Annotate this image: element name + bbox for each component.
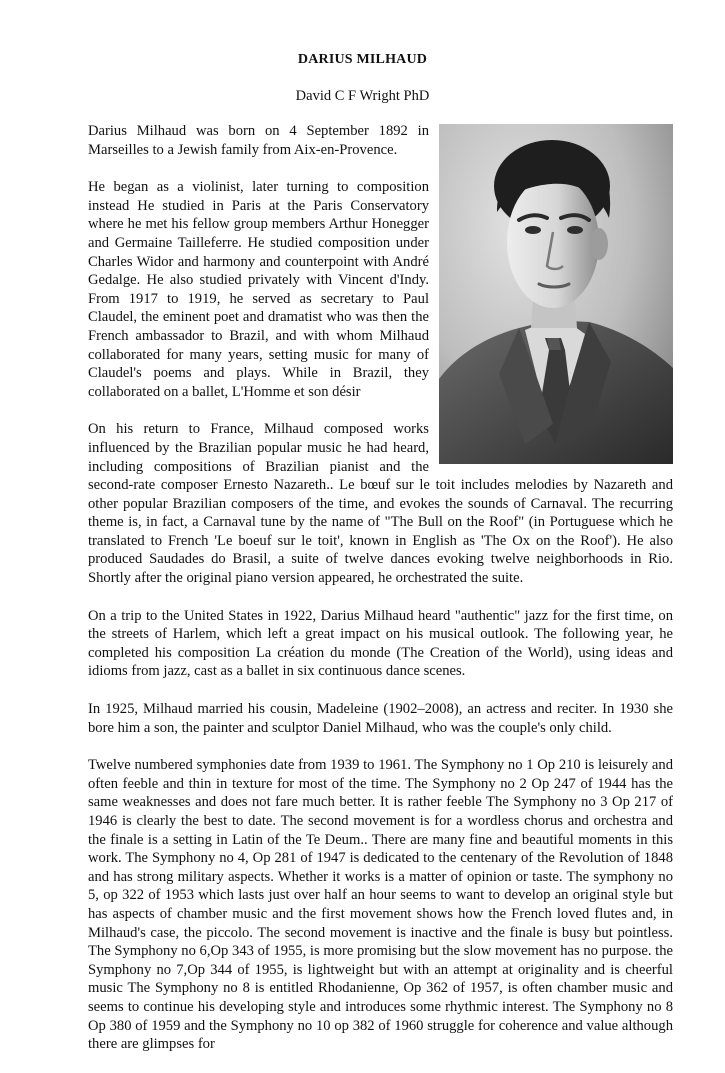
paragraph-marriage: In 1925, Milhaud married his cousin, Madeleine (1902–2008), an actress and reciter. In 1930 she bore him a son, the painter and sculptor Daniel Milhaud, who was the couple's only child.	[88, 701, 673, 736]
paragraph-studies: He began as a violinist, later turning to composition instead He studied in Paris at the Paris Conservatory where he met his fellow group members Arthur Honegger and Germaine Tailleferre. He studied composition under Charles Widor and harmony and counterpoint with André Gedalge. He also studied privately with Vincent d'Indy. From 1917 to 1919, he served as secretary to Paul Claudel, the eminent poet and dramatist who was then the French ambassador to Brazil, and with whom Milhaud collaborated for many years, setting music for many of Claudel's poems and plays. While in Brazil, they collaborated on a ballet, L'Homme et son désir	[88, 179, 429, 400]
paragraph-brazil: On his return to France, Milhaud composed works influenced by the Brazilian popular music he had heard, including compositions of Brazilian pianist and the second-rate composer Ernesto Nazareth.. Le bœuf sur le toit includes melodies by Nazareth and other popular Brazilian composers of the time, and evokes the sounds of Carnaval. The recurring theme is, in fact, a Carnaval tune by the name of "The Bull on the Roof" (in Portuguese which he translated to French 'Le boeuf sur le toit', known in English as 'The Ox on the Roof'). He also produced Saudades do Brasil, a suite of twelve dances evoking twelve neighborhoods in Rio. Shortly after the original piano version appeared, he orchestrated the suite.	[88, 421, 673, 587]
document-author: David C F Wright PhD	[295, 88, 430, 104]
paragraph-symphonies: Twelve numbered symphonies date from 1939 to 1961. The Symphony no 1 Op 210 is leisurely and often feeble and thin in texture for most of the time. The Symphony no 2 Op 247 of 1944 has the same weaknesses and does not fare much better. It is rather feeble The Symphony no 3 Op 217 of 1946 is clearly the best to date. The second movement is for a wordless chorus and orchestra and the finale is a setting in Latin of the Te Deum.. There are many fine and beautiful moments in this work. The Symphony no 4, Op 281 of 1947 is dedicated to the centenary of the Revolution of 1848 and has strong military aspects. Whether it works is a matter of opinion or taste. The symphony no 5, op 322 of 1953 which lasts just over half an hour seems to want to develop an original style but has aspects of chamber music and the first movement shows how the French loved flutes and, in Milhaud's case, the piccolo. The second movement is inactive and the finale is busy but pointless. The Symphony no 6,Op 343 of 1955, is more promising but the slow movement has no purpose. the Symphony no 7,Op 344 of 1955, is lightweight but with an attempt at originality and is cheerful music The Symphony no 8 is entitled Rhodanienne, Op 362 of 1957, is often chamber music and seems to continue his developing style and introduces some rhythmic interest. The Symphony no 8 Op 380 of 1959 and the Symphony no 10 op 382 of 1960 struggle for coherence and value although there are glimpses for	[88, 757, 673, 1053]
paragraph-jazz: On a trip to the United States in 1922, Darius Milhaud heard "authentic" jazz for the first time, on the streets of Harlem, which left a great impact on his musical outlook. The following year, he completed his composition La création du monde (The Creation of the World), using ideas and idioms from jazz, cast as a ballet in six continuous dance scenes.	[88, 607, 673, 680]
document-title: DARIUS MILHAUD	[297, 52, 428, 67]
portrait-photo	[439, 124, 673, 464]
document-body	[88, 122, 673, 1073]
paragraph-birth: Darius Milhaud was born on 4 September 1892 in Marseilles to a Jewish family from Aix-en-Provence.	[88, 123, 429, 158]
